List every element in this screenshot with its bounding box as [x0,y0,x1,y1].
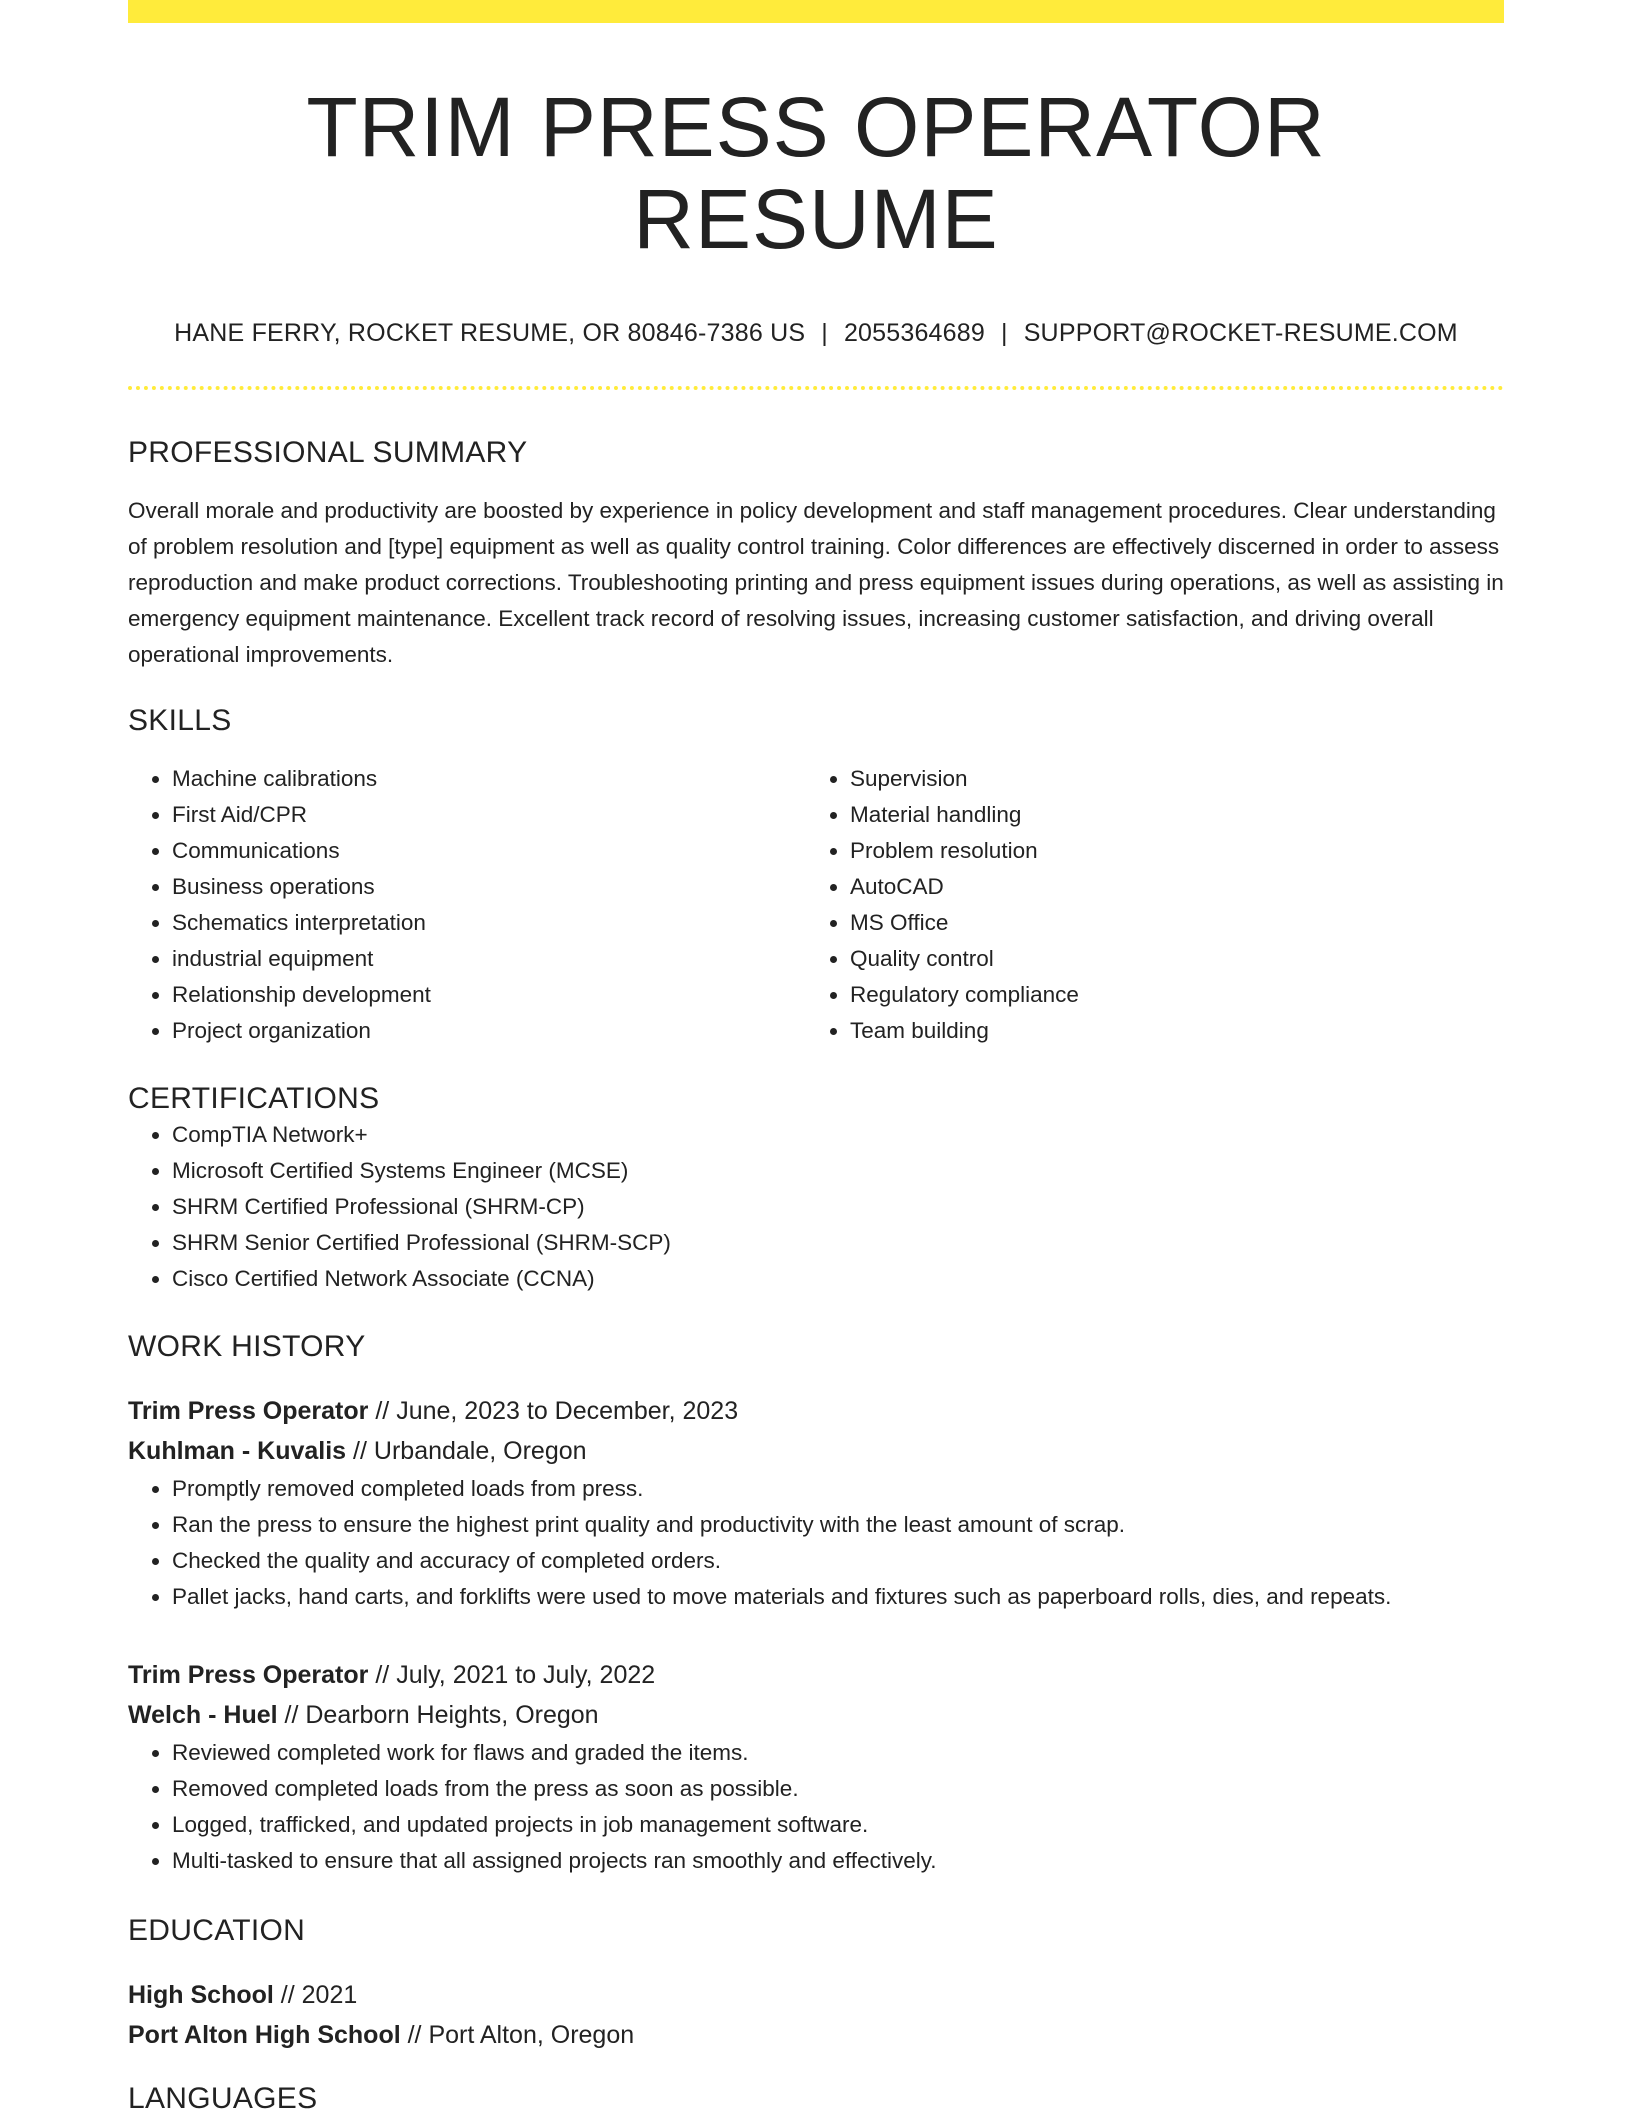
certifications-list [128,1117,1504,1297]
dotted-divider [128,386,1504,390]
job-duties-list [128,1735,1504,1879]
job-company-line [128,1431,1504,1471]
certifications-heading: CERTIFICATIONS [128,1081,380,1115]
job-entry [128,1655,1504,1879]
job-separator: // [284,1700,299,1729]
job-dates: July, 2021 to July, 2022 [396,1660,656,1689]
job-entry [128,1391,1504,1615]
skills-list-left [128,761,806,1049]
job-company: Kuhlman - Kuvalis [128,1436,347,1465]
job-title: Trim Press Operator [128,1660,369,1689]
languages-heading: LANGUAGES [128,2081,318,2115]
education-separator: // [280,1980,295,2009]
skill-item: • Relationship development [172,977,806,1013]
job-title: Trim Press Operator [128,1396,369,1425]
certification-item: • Microsoft Certified Systems Engineer (MCSE) [172,1153,1504,1189]
education-degree: High School [128,1980,274,2009]
contact-separator: | [821,318,828,347]
skill-item: • Team building [850,1013,1484,1049]
education-entry [128,1975,1504,2055]
education-separator: // [407,2020,422,2049]
resume-title: TRIM PRESS OPERATOR RESUME [306,80,1326,267]
skills-list-right [806,761,1484,1049]
certification-item: • SHRM Certified Professional (SHRM-CP) [172,1189,1504,1225]
skill-item: • Machine calibrations [172,761,806,797]
education-heading: EDUCATION [128,1913,306,1947]
job-duty: • Reviewed completed work for flaws and graded the items. [172,1735,1504,1771]
education-school-line [128,2015,1504,2055]
job-title-line [128,1655,1504,1695]
skill-item: • Schematics interpretation [172,905,806,941]
skills-column-left [128,761,806,1049]
skills-columns [128,761,1504,1049]
summary-text: Overall morale and productivity are boosted by experience in policy development and staff management procedures. Clear understanding of problem resolution and [type] equipment as well as quality control training. Color differences are effectively discerned in order to assess reproduction and make product corrections. Troubleshooting printing and press equipment issues during operations, as well as assisting in emergency equipment maintenance. Excellent track record of resolving issues, increasing customer satisfaction, and driving overall operational improvements. [128,497,1504,667]
work-history-heading: WORK HISTORY [128,1329,366,1363]
summary-heading: PROFESSIONAL SUMMARY [128,435,528,469]
resume-page [128,0,1504,2117]
job-title-line [128,1391,1504,1431]
job-separator: // [375,1396,390,1425]
skill-item: • First Aid/CPR [172,797,806,833]
skills-column-right [806,761,1484,1049]
certification-item: • Cisco Certified Network Associate (CCNA) [172,1261,1504,1297]
job-duty: • Multi-tasked to ensure that all assigned projects ran smoothly and effectively. [172,1843,1504,1879]
education-year: 2021 [301,1980,358,2009]
accent-bar [128,0,1504,23]
skill-item: • Quality control [850,941,1484,977]
job-dates: June, 2023 to December, 2023 [396,1396,739,1425]
job-company: Welch - Huel [128,1700,278,1729]
contact-line [128,319,1504,348]
contact-phone: 2055364689 [843,318,985,347]
job-separator: // [375,1660,390,1689]
job-duty: • Promptly removed completed loads from press. [172,1471,1504,1507]
job-duty: • Ran the press to ensure the highest print quality and productivity with the least amount of scrap. [172,1507,1504,1543]
job-separator: // [353,1436,367,1465]
skill-item: • Business operations [172,869,806,905]
skill-item: • MS Office [850,905,1484,941]
skill-item: • AutoCAD [850,869,1484,905]
skill-item: • Project organization [172,1013,806,1049]
job-duty: • Logged, trafficked, and updated projects in job management software. [172,1807,1504,1843]
contact-email: SUPPORT@ROCKET-RESUME.COM [1023,318,1458,347]
education-school: Port Alton High School [128,2020,401,2049]
skill-item: • Supervision [850,761,1484,797]
job-duty: • Removed completed loads from the press as soon as possible. [172,1771,1504,1807]
certification-item: • SHRM Senior Certified Professional (SHRM-SCP) [172,1225,1504,1261]
skill-item: • Regulatory compliance [850,977,1484,1013]
education-location: Port Alton, Oregon [428,2020,635,2049]
skill-item: • Communications [172,833,806,869]
job-duty: • Pallet jacks, hand carts, and forklifts were used to move materials and fixtures such as paperboard rolls, dies, and repeats. [172,1579,1504,1615]
skill-item: • Problem resolution [850,833,1484,869]
education-degree-line [128,1975,1504,2015]
contact-separator: | [1000,318,1008,347]
contact-address: HANE FERRY, ROCKET RESUME, OR 80846-7386 US [174,318,806,347]
certification-item: • CompTIA Network+ [172,1117,1504,1153]
job-location: Dearborn Heights, Oregon [305,1700,599,1729]
job-duty: • Checked the quality and accuracy of completed orders. [172,1543,1504,1579]
skill-item: • Material handling [850,797,1484,833]
skill-item: • industrial equipment [172,941,806,977]
job-duties-list [128,1471,1504,1615]
job-company-line [128,1695,1504,1735]
job-location: Urbandale, Oregon [373,1436,587,1465]
skills-heading: SKILLS [128,703,232,737]
